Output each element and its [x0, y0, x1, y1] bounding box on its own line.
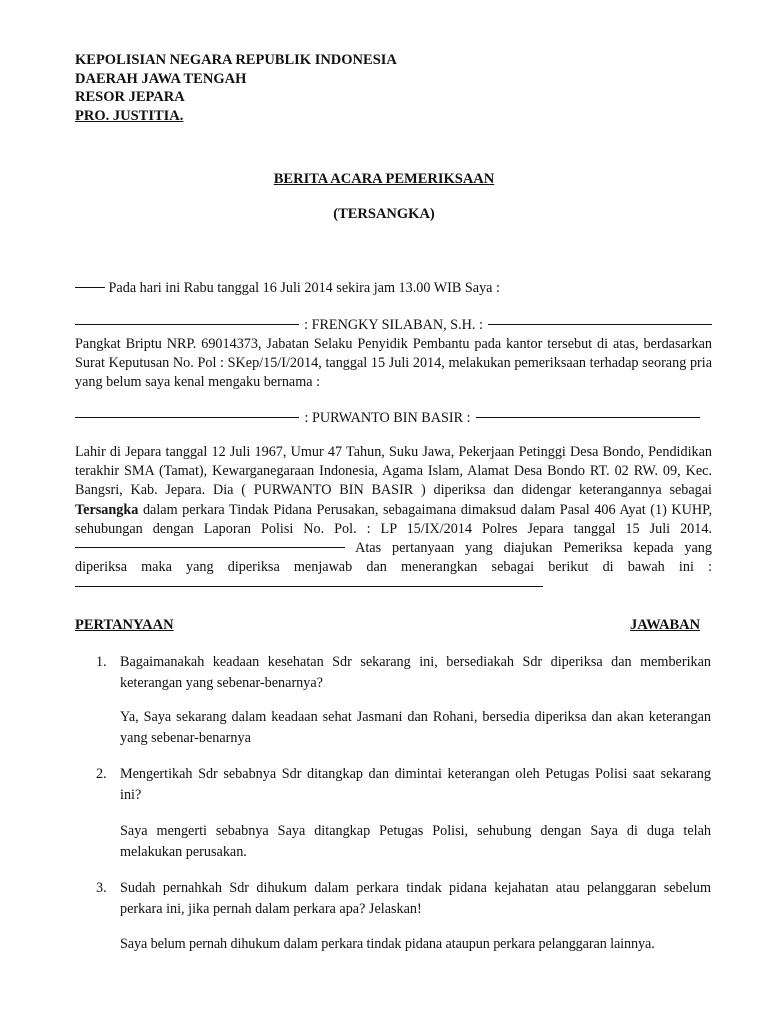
- examiner-name: : FRENGKY SILABAN, S.H. :: [304, 317, 483, 333]
- fill-dash-right: [488, 324, 712, 325]
- question-column-header: PERTANYAAN: [75, 617, 174, 633]
- suspect-name-line: [75, 409, 700, 427]
- suspect-name: : PURWANTO BIN BASIR :: [304, 410, 471, 426]
- region-name: DAERAH JAWA TENGAH: [75, 70, 247, 87]
- qa-number: 3.: [96, 880, 107, 896]
- case-reference-text: dalam perkara Tindak Pidana Perusakan, sebagaimana dimaksud dalam Pasal 406 Ayat (1) KUHP, sehubungan dengan Laporan Polisi No. Pol. : LP 15/IX/2014 Polres Jepara tanggal 15 Juli 2014.: [75, 501, 713, 537]
- fill-dash: [75, 547, 345, 548]
- opening-text: Pada hari ini Rabu tanggal 16 Juli 2014 sekira jam 13.00 WIB Saya :: [108, 280, 500, 296]
- answer-3: Saya belum pernah dihukum dalam perkara tindak pidana ataupun perkara pelanggaran lainnya.: [120, 936, 655, 952]
- question-3: Sudah pernahkah Sdr dihukum dalam perkara tindak pidana kejahatan atau pelanggaran sebelum perkara ini, jika pernah dalam perkara apa? Jelaskan!: [120, 880, 711, 917]
- fill-dash: [75, 287, 105, 288]
- fill-dash: [75, 586, 543, 587]
- answer-2: Saya mengerti sebabnya Saya ditangkap Petugas Polisi, sehubung dengan Saya di duga telah melakukan perusakan.: [120, 823, 711, 860]
- answer-1: Ya, Saya sekarang dalam keadaan sehat Jasmani dan Rohani, bersedia diperiksa dan akan keterangan yang sebenar-benarnya: [120, 709, 711, 746]
- answer-column-header: JAWABAN: [630, 617, 701, 633]
- suspect-status: Tersangka: [75, 501, 139, 518]
- opening-line: [75, 279, 712, 297]
- questioning-intro-text: Atas pertanyaan yang diajukan Pemeriksa kepada yang diperiksa maka yang diperiksa menjawab dan menerangkan sebagai berikut di bawah ini :: [75, 540, 712, 576]
- examiner-paragraph: Pangkat Briptu NRP. 69014373, Jabatan Selaku Penyidik Pembantu pada kantor tersebut di atas, berdasarkan Surat Keputusan No. Pol : SKep/15/I/2014, tanggal 15 Juli 2014, melakukan pemeriksaan terhadap seorang pria yang belum saya kenal mengaku bernama :: [75, 336, 712, 391]
- pro-justitia: PRO. JUSTITIA.: [75, 107, 184, 124]
- fill-dash-right: [476, 417, 700, 418]
- resort-name: RESOR JEPARA: [75, 89, 185, 105]
- question-1: Bagaimanakah keadaan kesehatan Sdr sekarang ini, bersediakah Sdr diperiksa dan memberikan keterangan yang sebenar-benarnya?: [120, 654, 711, 691]
- document-title: BERITA ACARA PEMERIKSAAN: [273, 171, 495, 187]
- suspect-identity-text: Lahir di Jepara tanggal 12 Juli 1967, Umur 47 Tahun, Suku Jawa, Pekerjaan Petinggi Desa Bondo, Pendidikan terakhir SMA (Tamat), Kewarganegaraan Indonesia, Agama Islam, Alamat Desa Bondo RT. 02 RW. 09, Kec. Bangsri, Kab. Jepara. Dia ( PURWANTO BIN BASIR ) diperiksa dan didengar keterangannya sebagai: [75, 444, 712, 499]
- letterhead: [75, 51, 397, 125]
- examiner-name-line: [75, 316, 712, 334]
- qa-number: 2.: [96, 766, 107, 782]
- fill-dash-left: [75, 417, 299, 418]
- fill-dash-left: [75, 324, 299, 325]
- qa-number: 1.: [96, 654, 107, 670]
- question-2: Mengertikah Sdr sebabnya Sdr ditangkap dan dimintai keterangan oleh Petugas Polisi saat sekarang ini?: [120, 766, 711, 803]
- institution-name: KEPOLISIAN NEGARA REPUBLIK INDONESIA: [75, 52, 397, 68]
- document-subtitle: (TERSANGKA): [333, 206, 435, 222]
- suspect-paragraph: [75, 443, 712, 597]
